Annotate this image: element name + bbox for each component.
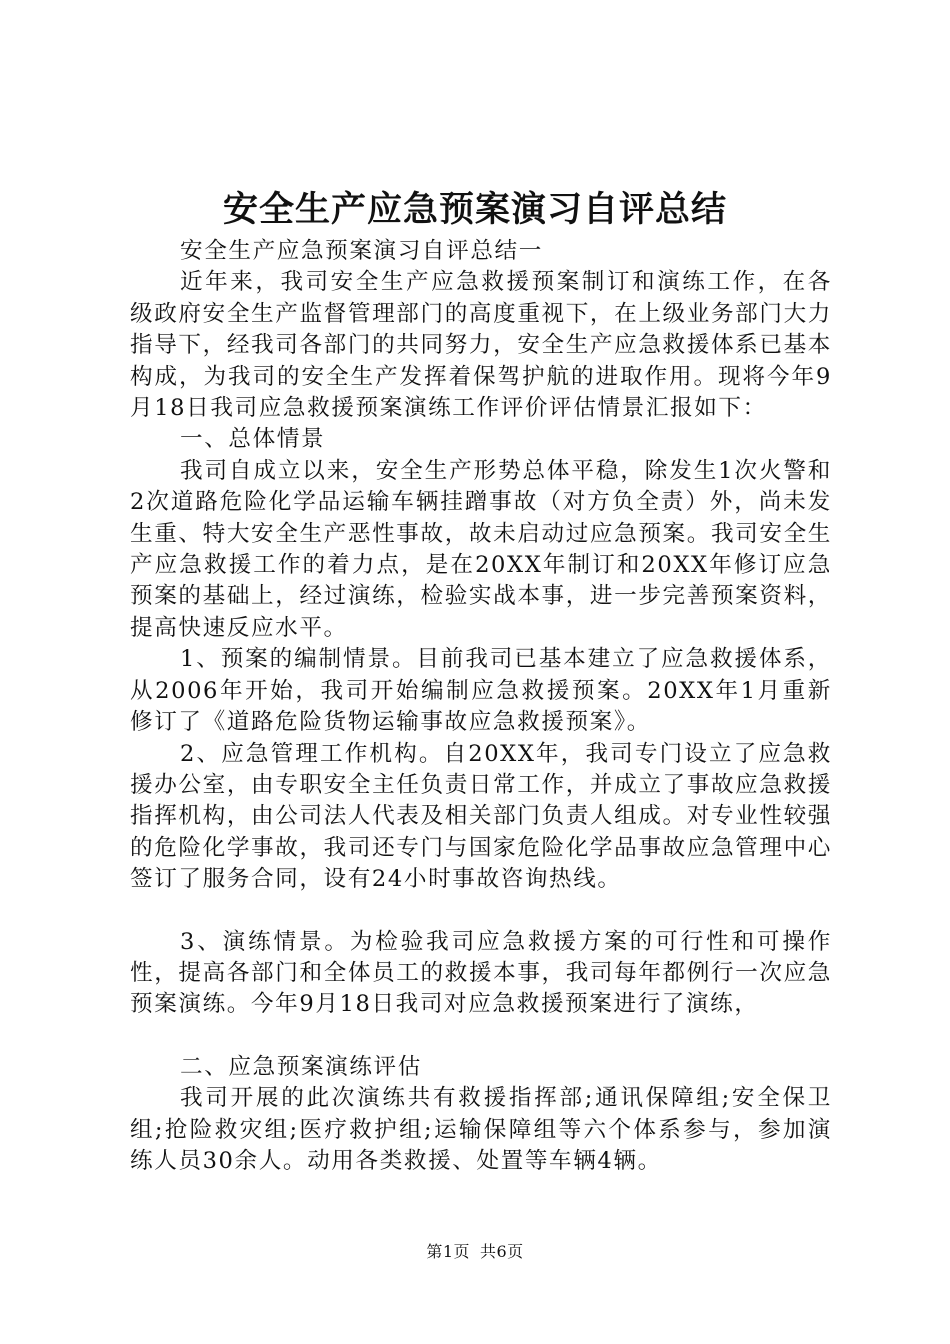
paragraph-drill-situation: 3、演练情景。为检验我司应急救援方案的可行性和可操作性，提高各部门和全体员工的救援本事，我司每年都例行一次应急预案演练。今年9月18日我司对应急救援预案进行了演练， (130, 928, 832, 1018)
paragraph-overview: 我司自成立以来，安全生产形势总体平稳，除发生1次火警和2次道路危险化学品运输车辆挂蹭事故（对方负全责）外，尚未发生重、特大安全生产恶性事故，故未启动过应急预案。我司安全生产应急救援工作的着力点，是在20XX年制订和20XX年修订应急预案的基础上，经过演练，检验实战本事，进一步完善预案资料，提高快速反应水平。 (130, 457, 832, 641)
document-title: 安全生产应急预案演习自评总结 (222, 189, 727, 230)
section-heading-drill-evaluation: 二、应急预案演练评估 (180, 1053, 422, 1080)
section-heading-overview: 一、总体情景 (180, 426, 326, 453)
paragraph-drill-evaluation: 我司开展的此次演练共有救援指挥部;通讯保障组;安全保卫组;抢险救灾组;医疗救护组;运输保障组等六个体系参与，参加演练人员30余人。动用各类救援、处置等车辆4辆。 (130, 1085, 832, 1174)
paragraph-management-organization: 2、应急管理工作机构。自20XX年，我司专门设立了应急救援办公室，由专职安全主任负责日常工作，并成立了事故应急救援指挥机构，由公司法人代表及相关部门负责人组成。对专业性较强的危险化学事故，我司还专门与国家危险化学品事故应急管理中心签订了服务合同，设有24小时事故咨询热线。 (130, 740, 832, 893)
paragraph-intro: 近年来，我司安全生产应急救援预案制订和演练工作，在各级政府安全生产监督管理部门的高度重视下，在上级业务部门大力指导下，经我司各部门的共同努力，安全生产应急救援体系已基本构成，为我司的安全生产发挥着保驾护航的进取作用。现将今年9月18日我司应急救援预案演练工作评价评估情景汇报如下： (130, 269, 832, 422)
page-number-current: 第1页 (426, 1242, 470, 1261)
paragraph-plan-compilation: 1、预案的编制情景。目前我司已基本建立了应急救援体系，从2006年开始，我司开始编制应急救援预案。20XX年1月重新修订了《道路危险货物运输事故应急救援预案》。 (130, 646, 832, 736)
document-body (130, 236, 832, 1177)
section-heading-intro: 安全生产应急预案演习自评总结一 (180, 238, 543, 264)
page-footer (0, 1240, 950, 1264)
page-number-total: 共6页 (480, 1242, 524, 1261)
